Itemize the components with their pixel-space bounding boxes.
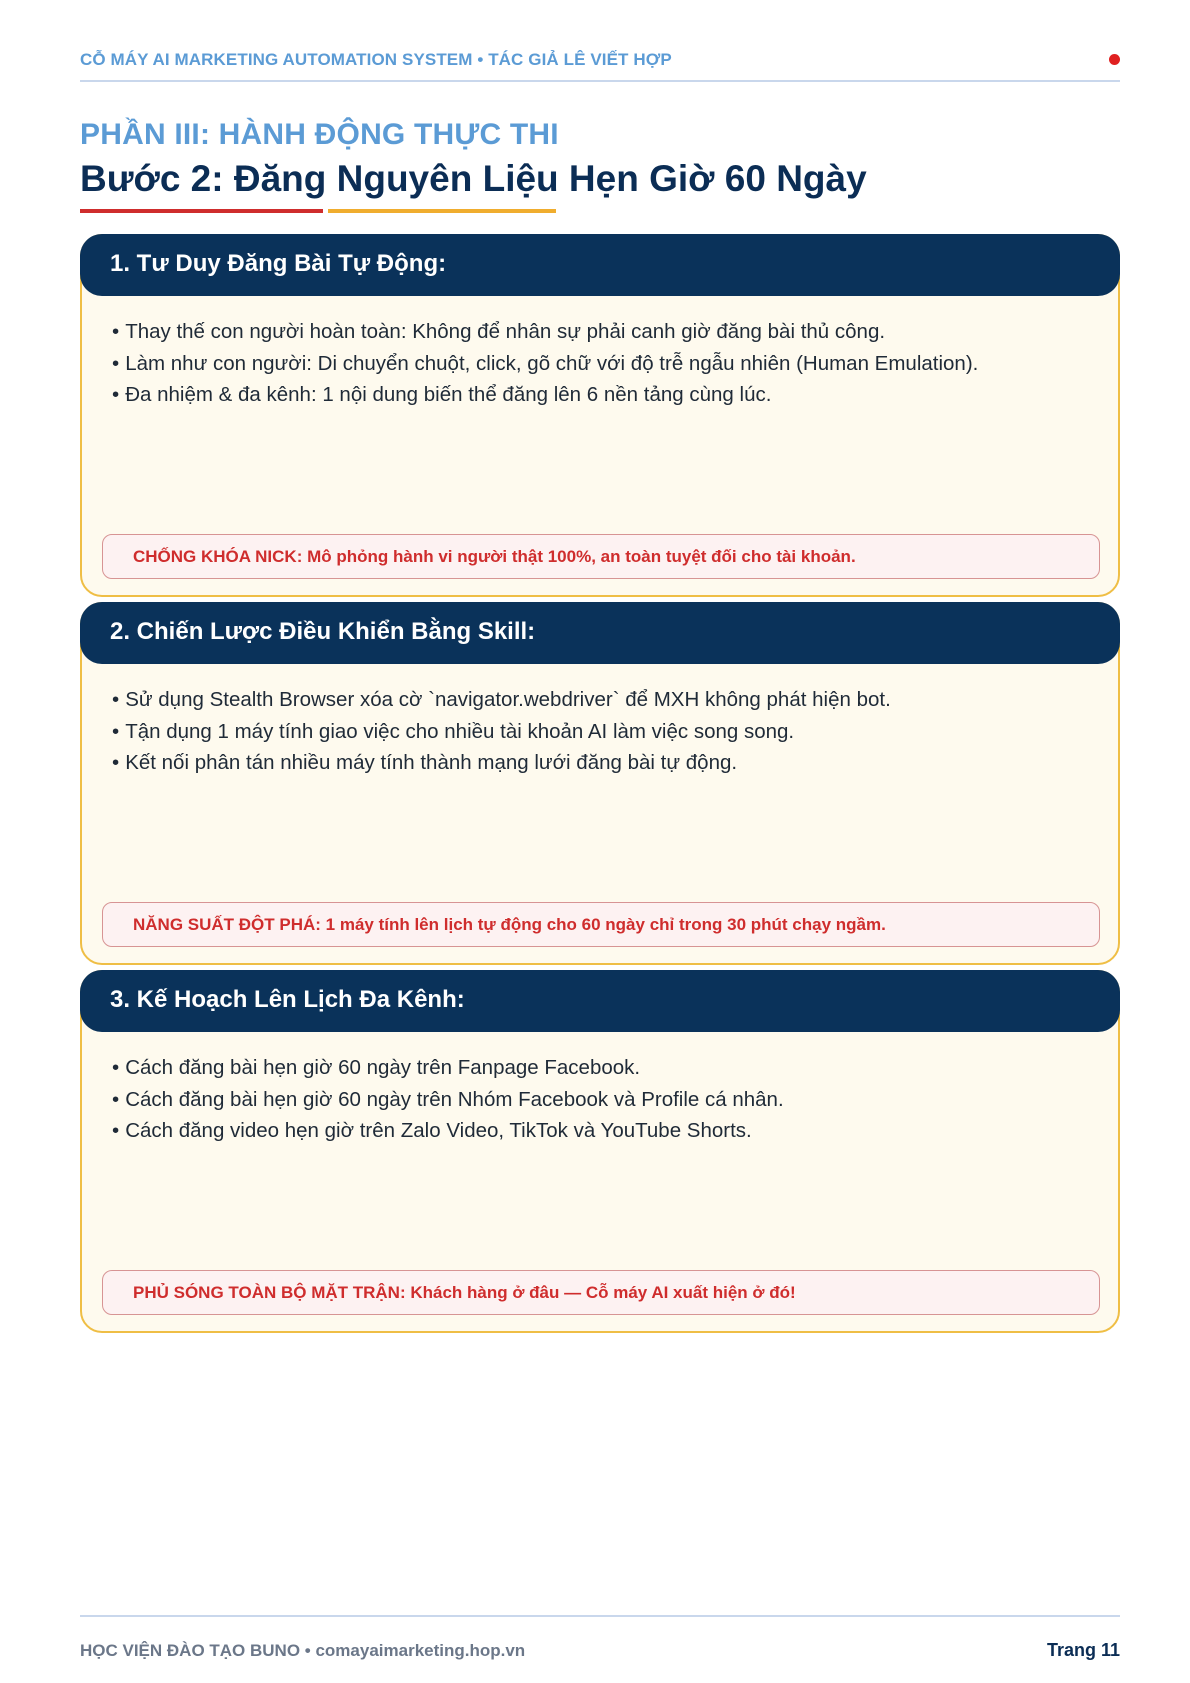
running-title: CỖ MÁY AI MARKETING AUTOMATION SYSTEM • TÁC GIẢ LÊ VIẾT HỢP — [80, 50, 672, 69]
card-title: 1. Tư Duy Đăng Bài Tự Động: — [110, 250, 447, 277]
part-title: PHẦN III: HÀNH ĐỘNG THỰC THI — [80, 118, 559, 151]
highlight-text: CHỐNG KHÓA NICK: Mô phỏng hành vi người thật 100%, an toàn tuyệt đối cho tài khoản. — [133, 547, 856, 566]
title-underline-red — [80, 209, 323, 213]
bullet-list — [112, 1052, 1102, 1147]
section-card-1 — [80, 234, 1120, 597]
bullet-item: • Đa nhiệm & đa kênh: 1 nội dung biến thể đăng lên 6 nền tảng cùng lúc. — [112, 383, 772, 406]
bullet-item: • Thay thế con người hoàn toàn: Không để nhân sự phải canh giờ đăng bài thủ công. — [112, 320, 886, 343]
bullet-item: • Cách đăng bài hẹn giờ 60 ngày trên Nhóm Facebook và Profile cá nhân. — [112, 1087, 784, 1111]
highlight-text: NĂNG SUẤT ĐỘT PHÁ: 1 máy tính lên lịch tự động cho 60 ngày chỉ trong 30 phút chạy ngầm. — [133, 915, 886, 934]
title-underline-gold — [328, 209, 556, 213]
page-title: Bước 2: Đăng Nguyên Liệu Hẹn Giờ 60 Ngày — [80, 158, 867, 199]
red-dot-marker — [1109, 54, 1120, 65]
bullet-item: • Kết nối phân tán nhiều máy tính thành mạng lưới đăng bài tự động. — [112, 751, 738, 774]
bullet-list — [112, 684, 1102, 779]
card-header — [80, 602, 1120, 664]
card-header — [80, 970, 1120, 1032]
bullet-item: • Sử dụng Stealth Browser xóa cờ `navigator.webdriver` để MXH không phát hiện bot. — [112, 688, 891, 711]
highlight-callout — [102, 534, 1100, 579]
footer-divider — [80, 1615, 1120, 1617]
bullet-list — [112, 316, 1102, 411]
highlight-callout — [102, 1270, 1100, 1315]
bullet-item: • Tận dụng 1 máy tính giao việc cho nhiều tài khoản AI làm việc song song. — [112, 719, 795, 743]
card-title: 3. Kế Hoạch Lên Lịch Đa Kênh: — [110, 986, 465, 1013]
running-header — [80, 48, 1120, 82]
card-title: 2. Chiến Lược Điều Khiển Bằng Skill: — [110, 618, 536, 645]
highlight-callout — [102, 902, 1100, 947]
footer-source: HỌC VIỆN ĐÀO TẠO BUNO • comayaimarketing.hop.vn — [80, 1641, 526, 1660]
bullet-item: • Cách đăng video hẹn giờ trên Zalo Video, TikTok và YouTube Shorts. — [112, 1119, 752, 1142]
card-header — [80, 234, 1120, 296]
bullet-item: • Cách đăng bài hẹn giờ 60 ngày trên Fanpage Facebook. — [112, 1056, 641, 1079]
bullet-item: • Làm như con người: Di chuyển chuột, click, gõ chữ với độ trễ ngẫu nhiên (Human Emulation). — [112, 351, 979, 375]
section-card-2 — [80, 602, 1120, 965]
highlight-text: PHỦ SÓNG TOÀN BỘ MẶT TRẬN: Khách hàng ở đâu — Cỗ máy AI xuất hiện ở đó! — [133, 1283, 796, 1302]
section-card-3 — [80, 970, 1120, 1333]
page-number: Trang 11 — [1046, 1640, 1120, 1660]
